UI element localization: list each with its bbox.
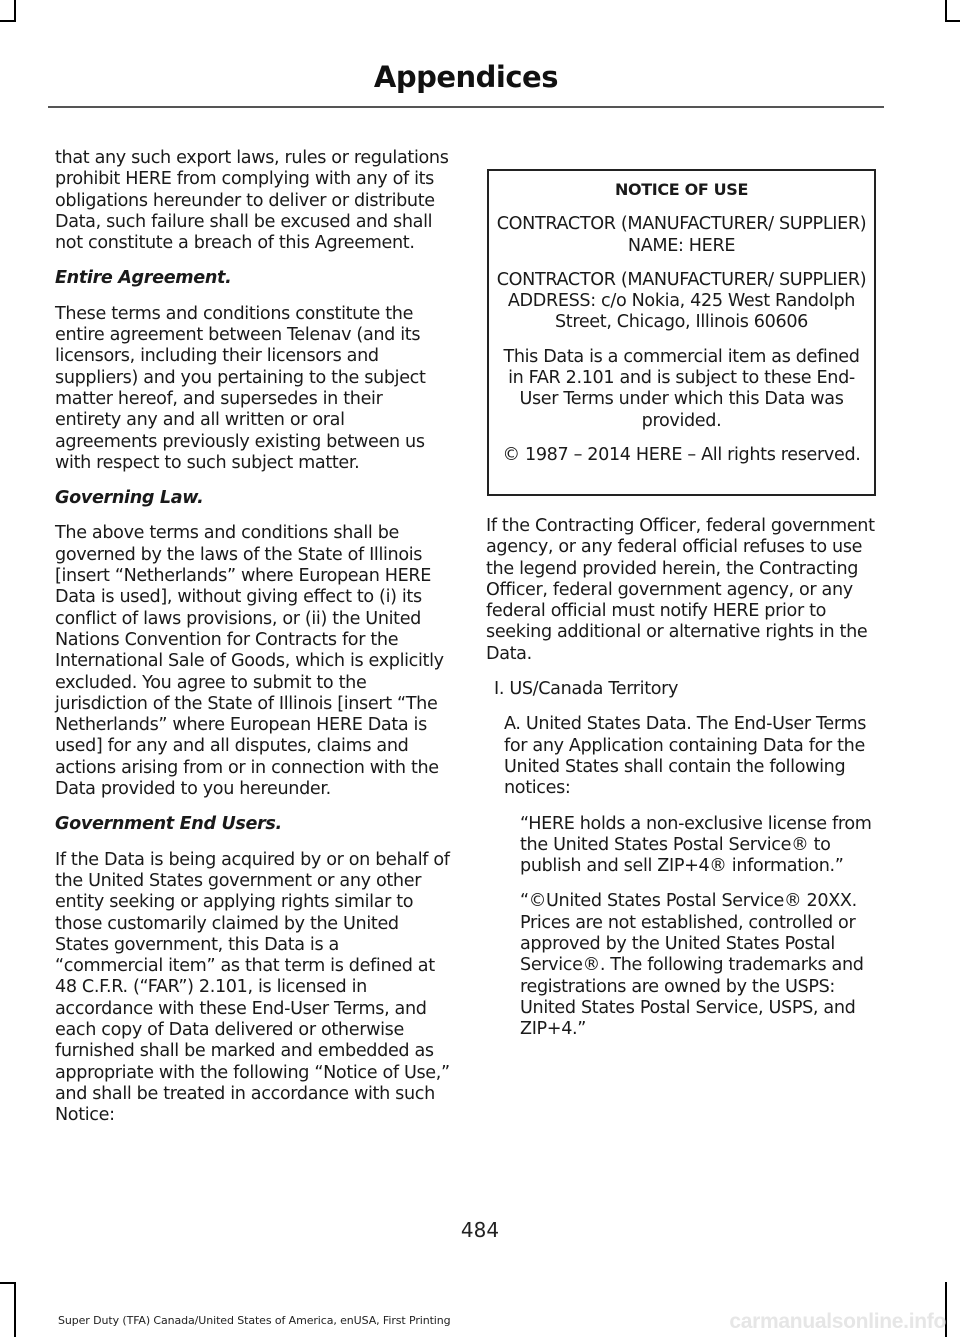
notice-contractor-name: CONTRACTOR (MANUFACTURER/ SUPPLIER) NAME: HERE (496, 214, 867, 256)
heading-government-end-users: Government End Users. (55, 814, 282, 835)
notice-of-use-box (487, 169, 876, 496)
crop-mark (945, 0, 947, 22)
notice-commercial-item: This Data is a commercial item as defined in FAR 2.101 and is subject to these End-User Terms under which this Data was provided. (503, 346, 860, 431)
quote-zip-license: “HERE holds a non-exclusive license from the United States Postal Service® to publish and sell ZIP+4® information.” (520, 813, 872, 877)
edition-footer: Super Duty (TFA) Canada/United States of America, enUSA, First Printing (58, 1314, 451, 1327)
us-data-item: A. United States Data. The End-User Terms for any Application containing Data for the United States shall contain the following notices: (504, 714, 867, 799)
notice-title: NOTICE OF USE (614, 180, 749, 199)
heading-governing-law: Governing Law. (55, 488, 204, 509)
paragraph-export-laws: that any such export laws, rules or regulations prohibit HERE from complying with any of its obligations hereunder to deliver or distribute Data, such failure shall be excused and shall not constitute a breach of this Agreement. (55, 148, 449, 254)
heading-entire-agreement: Entire Agreement. (55, 268, 232, 289)
crop-mark (14, 0, 16, 22)
page-title: Appendices (373, 60, 558, 94)
crop-mark (14, 1282, 16, 1337)
page-number: 484 (460, 1218, 500, 1242)
crop-mark (0, 20, 16, 22)
watermark: carmanualsonline.info (729, 1310, 946, 1333)
notice-contractor-address: CONTRACTOR (MANUFACTURER/ SUPPLIER) ADDRESS: c/o Nokia, 425 West Randolph Street, Chicago, Illinois 60606 (496, 269, 867, 333)
territory-item: I. US/Canada Territory (494, 679, 679, 700)
crop-mark (0, 1282, 16, 1284)
right-column (486, 516, 881, 1055)
paragraph-government-end-users: If the Data is being acquired by or on behalf of the United States government or any other entity seeking or applying rights similar to those customarily claimed by the United States government, this Data is a “commercial item” as that term is defined at 48 C.F.R. (“FAR”) 2.101, is licensed in accordance with these End-User Terms, and each copy of Data delivered or otherwise furnished shall be marked and embedded as appropriate with the following “Notice of Use,” and shall be treated in accordance with such Notice: (55, 849, 450, 1126)
notice-copyright: © 1987 – 2014 HERE – All rights reserved. (502, 444, 861, 465)
paragraph-governing-law: The above terms and conditions shall be governed by the laws of the State of Illinois [insert “Netherlands” where European HERE Data is used], without giving effect to (i) its conflict of laws provisions, or (ii) the United Nations Convention for Contracts for the International Sale of Goods, which is explicitly excluded. You agree to submit to the jurisdiction of the State of Illinois [insert “The Netherlands” where European HERE Data is used] for any and all disputes, claims and actions arising from or in connection with the Data provided to you hereunder. (55, 523, 444, 800)
header-divider (48, 106, 884, 108)
left-column (55, 148, 450, 1140)
quote-usps-trademarks: “©United States Postal Service® 20XX. Prices are not established, controlled or approved by the United States Postal Service®. The following trademarks and registrations are owned by the USPS: United States Postal Service, USPS, and ZIP+4.” (520, 891, 864, 1040)
paragraph-contracting-officer: If the Contracting Officer, federal government agency, or any federal official refuses to use the legend provided herein, the Contracting Officer, federal government agency, or any federal official must notify HERE prior to seeking additional or alternative rights in the Data. (486, 516, 875, 664)
crop-mark (945, 20, 960, 22)
paragraph-entire-agreement: These terms and conditions constitute the entire agreement between Telenav (and its licensors, including their licensors and suppliers) and you pertaining to the subject matter hereof, and supersedes in their entirety any and all written or oral agreements previously existing between us with respect to such subject matter. (55, 303, 426, 473)
